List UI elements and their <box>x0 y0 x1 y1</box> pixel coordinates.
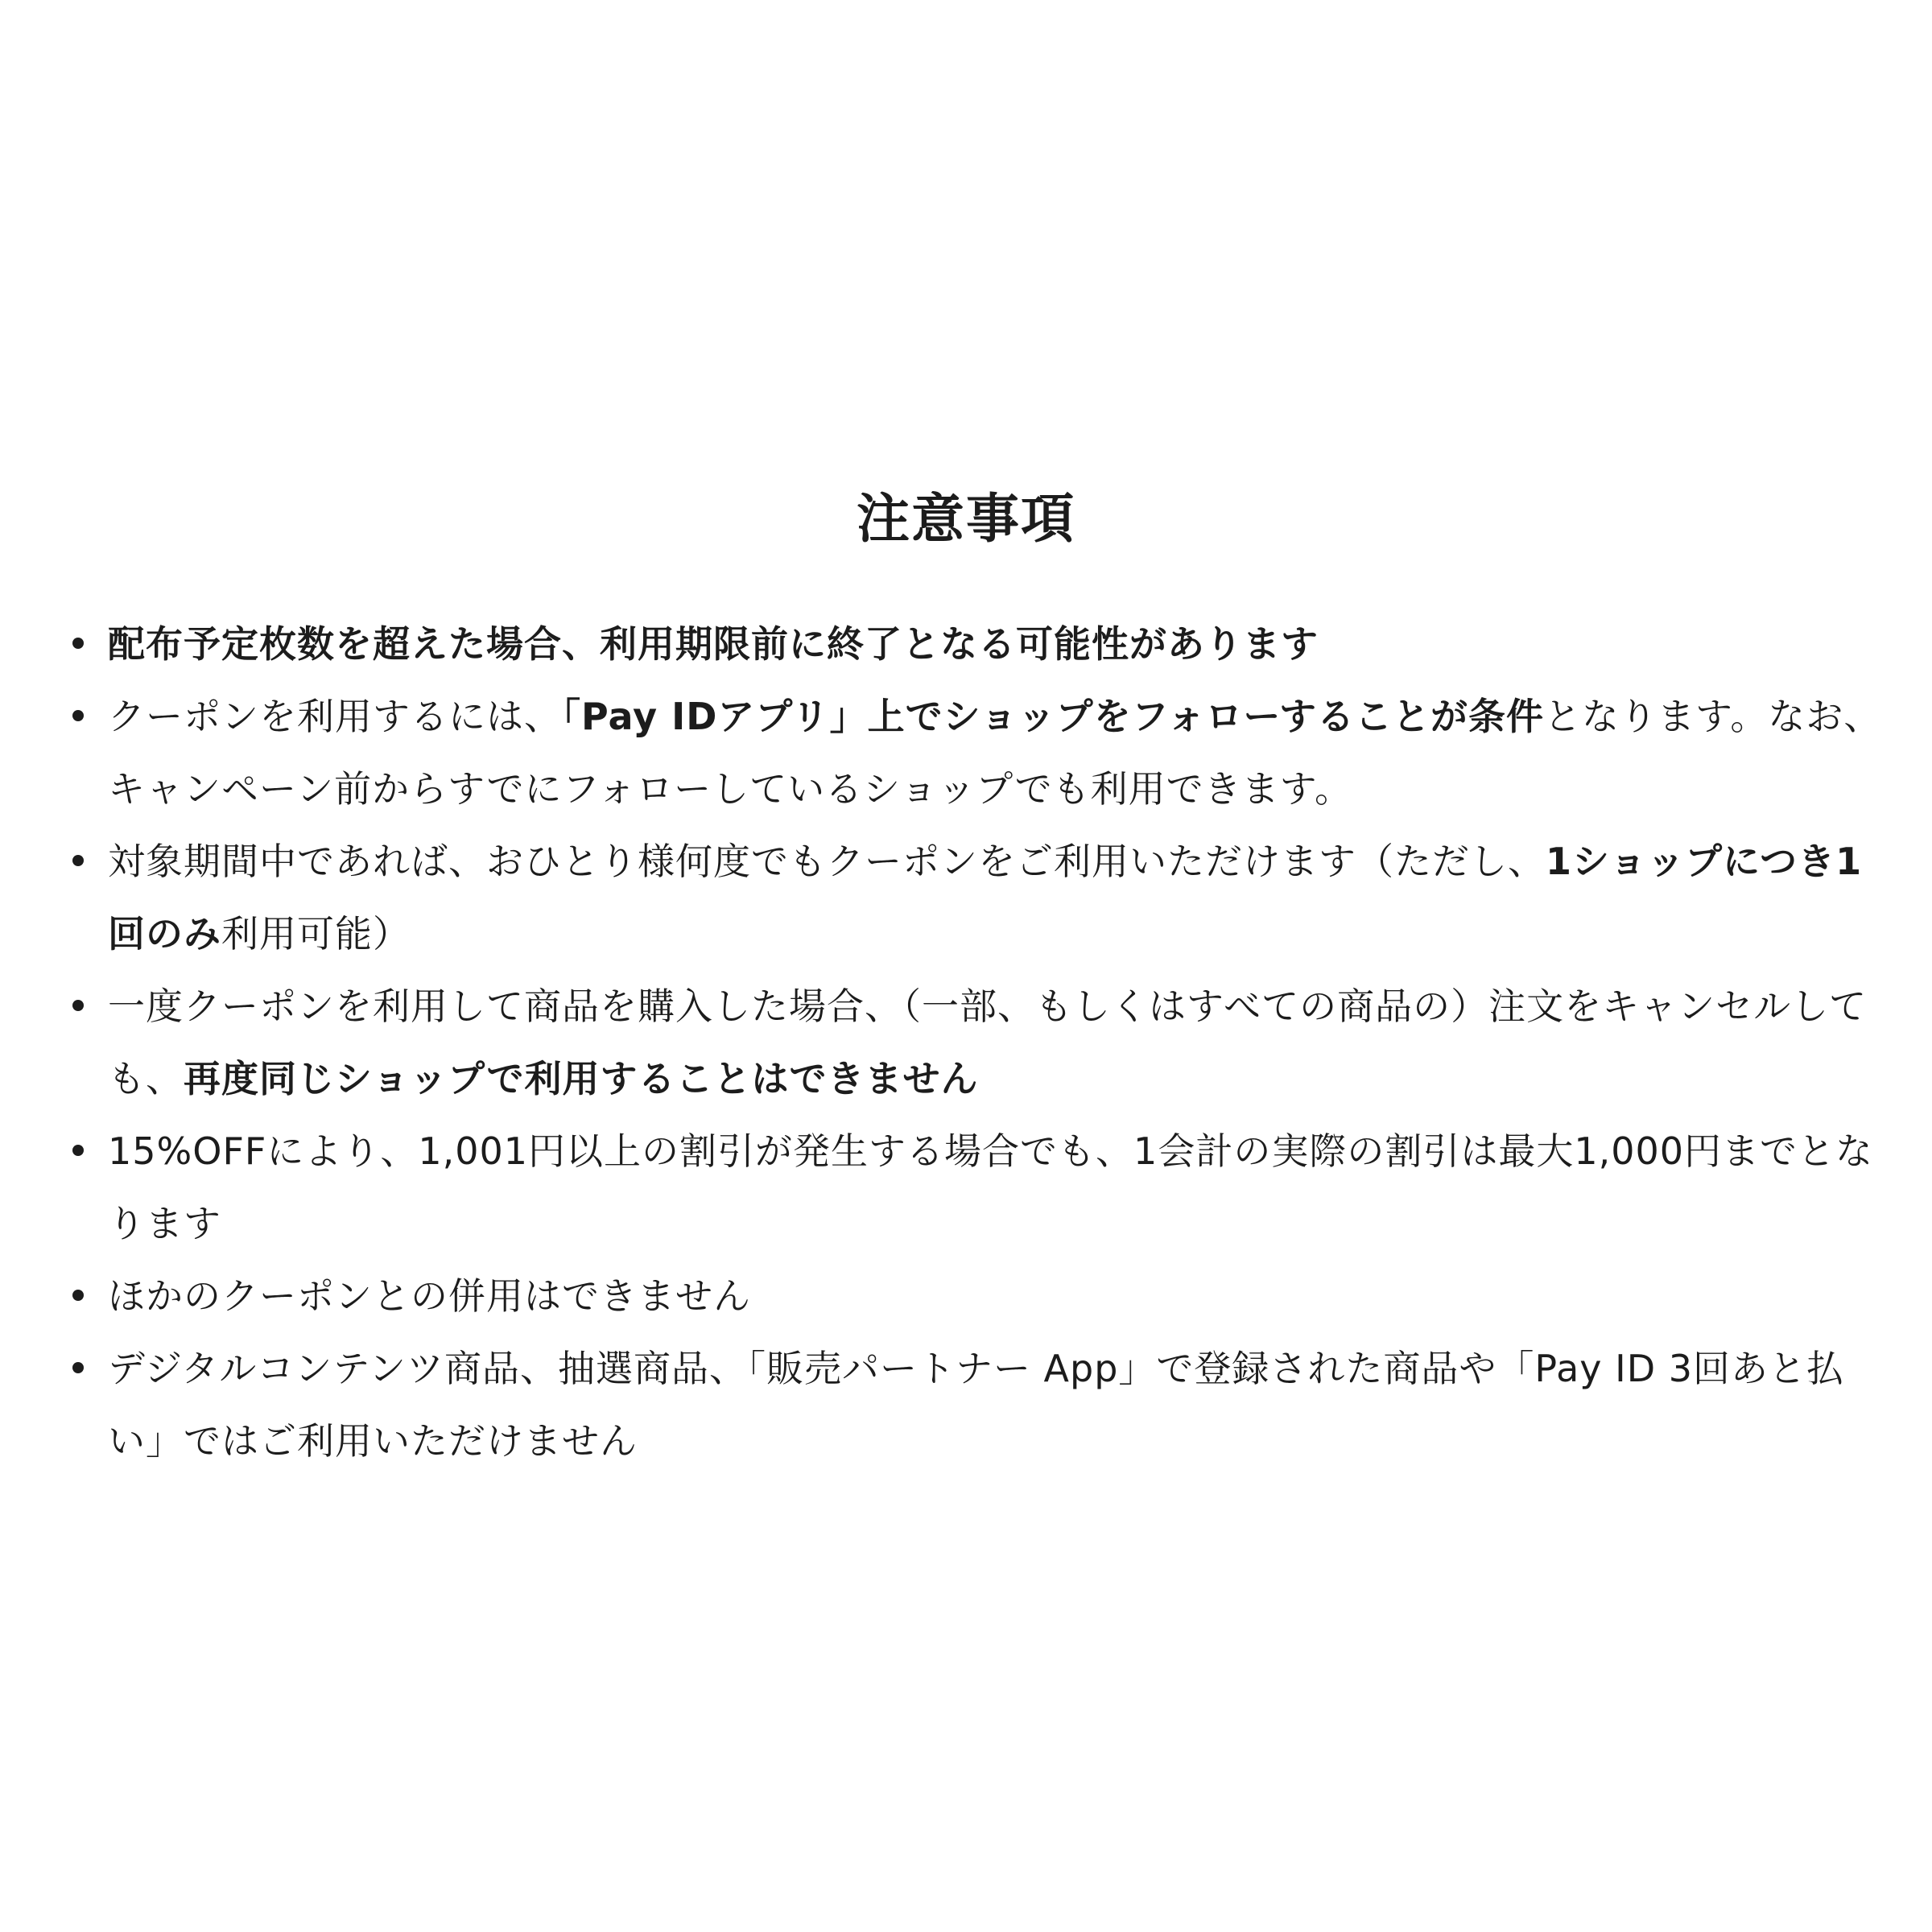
notice-item <box>72 1115 1900 1260</box>
bullet-icon <box>72 1145 84 1156</box>
notice-item <box>72 825 1900 970</box>
notice-title: 注意事項 <box>857 488 1075 550</box>
bullet-icon <box>72 1362 84 1373</box>
notice-text-bold: 1ショップにつき1回のみ <box>108 840 1863 956</box>
notice-text: デジタルコンテンツ商品、抽選商品、「販売パートナー App」で登録された商品や「Pay ID 3回あと払い」ではご利用いただけません <box>108 1347 1845 1463</box>
bullet-icon <box>72 1290 84 1301</box>
notice-text: 一度クーポンを利用して商品を購入した場合、（一部、もしくはすべての商品の）注文をキャンセルしても、 <box>108 985 1868 1100</box>
notice-text-bold: 「Pay IDアプリ」上でショップをフォローすることが条件 <box>562 695 1545 738</box>
notice-text-bold: 配布予定枚数を超えた場合、利用期限前に終了となる可能性があります <box>108 622 1319 666</box>
notice-text: ほかのクーポンとの併用はできません <box>108 1274 751 1318</box>
bullet-icon <box>72 855 84 866</box>
notice-list <box>72 608 1900 1477</box>
notice-text: 利用可能） <box>221 912 411 956</box>
bullet-icon <box>72 638 84 649</box>
notice-text: クーポンを利用するには、 <box>108 695 562 738</box>
notice-item <box>72 970 1900 1115</box>
notice-text: 対象期間中であれば、おひとり様何度でもクーポンをご利用いただけます（ただし、 <box>108 840 1546 883</box>
notice-text: 15%OFFにより、1,001円以上の割引が発生する場合でも、1会計の実際の割引は最大1,000円までとなります <box>108 1129 1874 1245</box>
notice-item <box>72 1332 1900 1477</box>
notice-item <box>72 680 1900 825</box>
notice-item <box>72 1260 1900 1332</box>
bullet-icon <box>72 1000 84 1011</box>
notice-text-bold: 再度同じショップで利用することはできません <box>184 1057 979 1100</box>
notice-text: となります。なお、キャンペーン前からすでにフォローしているショップでも利用できます。 <box>108 695 1882 811</box>
notice-item <box>72 608 1900 680</box>
bullet-icon <box>72 710 84 721</box>
